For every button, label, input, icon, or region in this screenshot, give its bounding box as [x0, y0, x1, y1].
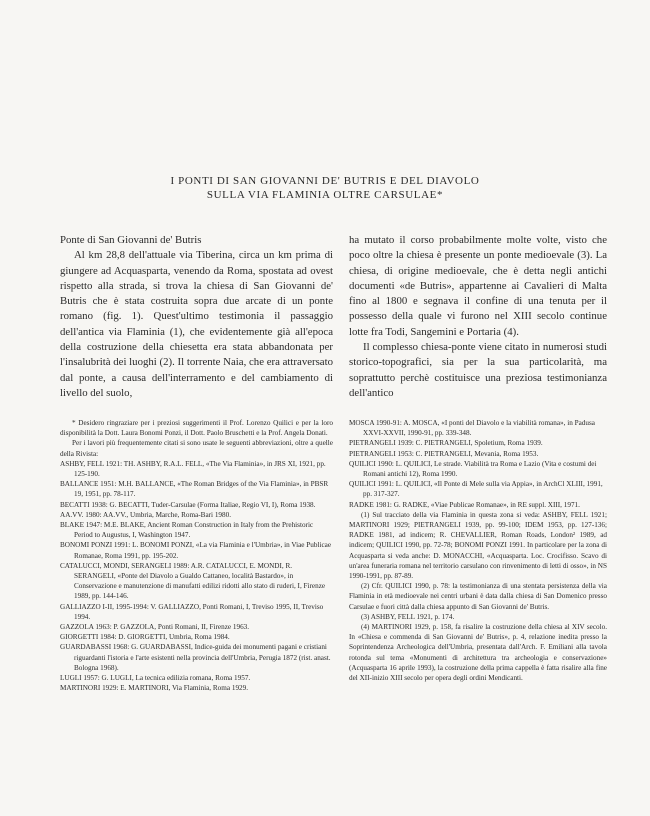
- left-text-column: [60, 233, 333, 401]
- bibliography-entry: LUGLI 1957: G. LUGLI, La tecnica edilizia romana, Roma 1957.: [60, 674, 251, 683]
- right-footnotes: [349, 418, 607, 683]
- bibliography-entry: ASHBY, FELL 1921: TH. ASHBY, R.A.L. FELL, «The Via Flaminia», in JRS XI, 1921, pp. 125-190.: [60, 459, 326, 479]
- bibliography-entry: BECATTI 1938: G. BECATTI, Tuder-Carsulae (Forma Italiae, Regio VI, I), Roma 1938.: [60, 500, 316, 509]
- body-paragraph: ha mutato il corso probabilmente molte volte, visto che poco oltre la chiesa è presente un ponte medioevale (3). La chiesa, di origine medioevale, che è detta negli antichi documenti «de Butris», appartenne ai Cavalieri di Malta fino al 1800 e segnava il confine di una tenuta per il possesso della quale vi furono nel XIII secolo continue lotte fra Todi, Sangemini e Portaria (4).: [349, 234, 607, 338]
- bibliography-entry: RADKE 1981: G. RADKE, «Viae Publicae Romanae», in RE suppl. XIII, 1971.: [349, 500, 580, 509]
- bibliography-entry: QUILICI 1991: L. QUILICI, «Il Ponte di Mele sulla via Appia», in ArchCl XLIII, 1991, pp. 317-327.: [349, 480, 603, 499]
- left-footnotes: [60, 418, 333, 693]
- bibliography-entry: MOSCA 1990-91: A. MOSCA, «I ponti del Diavolo e la viabilità romana», in Padusa XXVI-XXVII, 1990-91, pp. 339-348.: [349, 419, 595, 438]
- bibliography-entry: GIORGETTI 1984: D. GIORGETTI, Umbria, Roma 1984.: [60, 633, 230, 642]
- footnote: (2) Cfr. QUILICI 1990, p. 78: la testimonianza di una stentata persistenza della via Flaminia in età medioevale nei centri urbani è data dalla chiesa di San Domenico presso Carsulae e fuori città dalla chiesa appunto di San Giovanni de' Butris.: [349, 582, 607, 611]
- footnote: (4) MARTINORI 1929, p. 158, fa risalire la costruzione della chiesa al XIV secolo. In «Chiesa e commenda di San Giovanni de' Butris», p. 4, relazione inedita presso la Soprintendenza Archeologica dell'Umbria, presentata dall'Arch. F. Emiliani alla tavola rotonda sul tema «Monumenti di architettura tra archeologia e conservazione» (Acquasparta 16 aprile 1993), la costruzione della prima cappella è fatta risalire alla fine del XII-inizio XIII secolo per opera degli ordini Mendicanti.: [349, 623, 607, 683]
- title-line-1: I PONTI DI SAN GIOVANNI DE' BUTRIS E DEL DIAVOLO: [170, 175, 480, 187]
- bibliography-entry: PIETRANGELI 1953: C. PIETRANGELI, Mevania, Roma 1953.: [349, 449, 539, 458]
- bibliography-entry: PIETRANGELI 1939: C. PIETRANGELI, Spoletium, Roma 1939.: [349, 439, 543, 448]
- right-text-column: [349, 233, 607, 401]
- bibliography-entry: CATALUCCI, MONDI, SERANGELI 1989: A.R. CATALUCCI, E. MONDI, R. SERANGELI, «Ponte del Diavolo a Gualdo Cattaneo, località Bastardo», in Conservazione e manutenzione di manufatti edilizi ridotti allo stato di ruderi, I, Firenze 1989, pp. 144-146.: [60, 561, 326, 601]
- bibliography-entry: BLAKE 1947: M.E. BLAKE, Ancient Roman Construction in Italy from the Prehistoric Period to Augustus, I, Washington 1947.: [60, 521, 314, 540]
- bibliography-entry: MARTINORI 1929: E. MARTINORI, Via Flaminia, Roma 1929.: [60, 684, 249, 693]
- footnote: (3) ASHBY, FELL 1921, p. 174.: [361, 612, 455, 621]
- bibliography-entry: GUARDABASSI 1968: G. GUARDABASSI, Indice-guida dei monumenti pagani e cristiani riguardanti l'istoria e l'arte esistenti nella provincia dell'Umbria, Perugia 1872 (rist. anast. Bologna 1968).: [60, 643, 331, 672]
- section-heading: Ponte di San Giovanni de' Butris: [60, 234, 202, 246]
- bibliography-entry: GALLIAZZO I-II, 1995-1994: V. GALLIAZZO, Ponti Romani, I, Treviso 1995, II, Treviso 1994.: [60, 602, 324, 621]
- body-paragraph: Il complesso chiesa-ponte viene citato in numerosi studi storico-topografici, sia per la sua particolarità, ma soprattutto perchè costituisce una preziosa testimonianza dell'antico: [349, 341, 607, 399]
- body-paragraph: Al km 28,8 dell'attuale via Tiberina, circa un km prima di giungere ad Acquasparta, venendo da Roma, spostata ad ovest rispetto alla strada, si trova la chiesa di San Giovanni de' Butris che è stata costruita sopra due arcate di un ponte romano (fig. 1). Quest'ultimo testimonia il passaggio dell'antica via Flaminia (1), che evidentemente già all'epoca della costruzione della chiesetta era stata abbandonata per l'insalubrità dei luoghi (2). Il torrente Naia, che era attraversato dal ponte, a causa dell'interramento e del cambiamento di livello del suolo,: [60, 249, 333, 399]
- abbreviations-intro: Per i lavori più frequentemente citati si sono usate le seguenti abbreviazioni, oltre a quelle della Rivista:: [60, 439, 333, 458]
- bibliography-entry: QUILICI 1990: L. QUILICI, Le strade. Viabilità tra Roma e Lazio (Vita e costumi dei Romani antichi 12), Roma 1990.: [349, 459, 597, 479]
- acknowledgment-note: * Desidero ringraziare per i preziosi suggerimenti il Prof. Lorenzo Quilici e per la loro disponibilità la Dott. Laura Bonomi Ponzi, il Dott. Paolo Bruschetti e la Prof. Angela Donati.: [60, 419, 333, 438]
- bibliography-entry: AA.VV. 1980: AA.VV., Umbria, Marche, Roma-Bari 1980.: [60, 510, 232, 519]
- footnote: (1) Sul tracciato della via Flaminia in questa zona si veda: ASHBY, FELL 1921; MARTINORI 1929; PIETRANGELI 1939, pp. 99-100; IDEM 1953, pp. 127-136; RADKE 1981, ad indicem; R. CHEVALLIER, Roman Roads, London² 1989, ad indicem; QUILICI 1990, pp. 72-78; BONOMI PONZI 1991. In particolare per la zona di Acquasparta si veda anche: D. MONACCHI, «Acquasparta. Loc. Crocifisso. Scavo di un'area funeraria romana nel territorio carsulano con rinvenimento di letti di osso», in NS 1990-1991, pp. 87-89.: [349, 510, 607, 581]
- title-line-2: SULLA VIA FLAMINIA OLTRE CARSULAE*: [206, 189, 444, 201]
- bibliography-entry: BALLANCE 1951: M.H. BALLANCE, «The Roman Bridges of the Via Flaminia», in PBSR 19, 1951, pp. 78-117.: [60, 480, 329, 499]
- bibliography-entry: BONOMI PONZI 1991: L. BONOMI PONZI, «La via Flaminia e l'Umbria», in Viae Publicae Romanae, Roma 1991, pp. 195-202.: [60, 541, 332, 560]
- bibliography-entry: GAZZOLA 1963: P. GAZZOLA, Ponti Romani, II, Firenze 1963.: [60, 623, 250, 632]
- article-title: [0, 174, 650, 202]
